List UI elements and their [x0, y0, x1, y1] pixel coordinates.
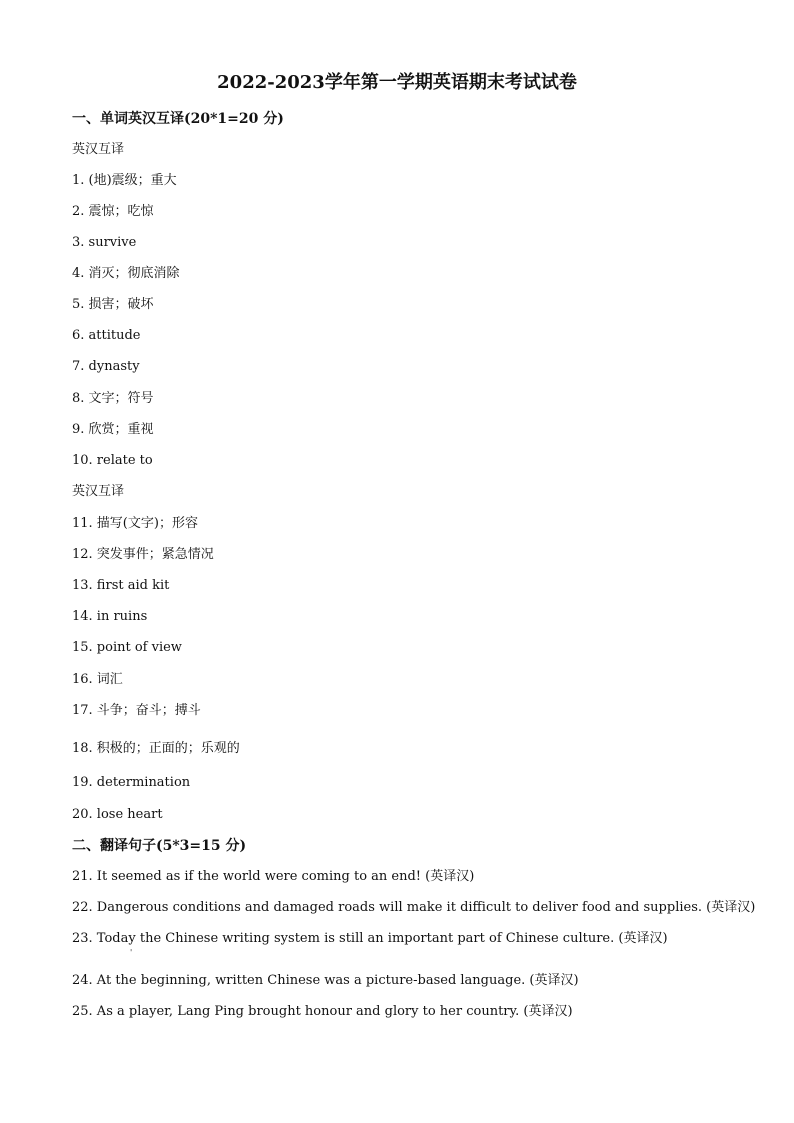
list-item: 11. 描写(文字)；形容	[72, 516, 198, 531]
sentence-item: 22. Dangerous conditions and damaged roads will make it difficult to deliver food and supplies. (英译汉)	[72, 900, 756, 915]
list-item: 17. 斗争；奋斗；搏斗	[72, 703, 201, 718]
section-1-heading: 一、单词英汉互译(20*1=20 分)	[72, 111, 284, 127]
list-item: 7. dynasty	[72, 359, 140, 374]
list-item: 18. 积极的；正面的；乐观的	[72, 741, 240, 756]
list-item: 6. attitude	[72, 328, 141, 343]
list-item: 9. 欣赏；重视	[72, 422, 154, 437]
list-item: 16. 词汇	[72, 672, 123, 687]
section-2-heading: 二、翻译句子(5*3=15 分)	[72, 838, 247, 854]
sentence-item: 21. It seemed as if the world were coming to an end! (英译汉)	[72, 869, 475, 884]
list-item: 3. survive	[72, 235, 137, 250]
list-item: 5. 损害；破坏	[72, 297, 154, 312]
sentence-item: 24. At the beginning, written Chinese was a picture-based language. (英译汉)	[72, 973, 579, 988]
list-item: 14. in ruins	[72, 609, 148, 624]
exam-title: 2022-2023学年第一学期英语期末考试试卷	[217, 72, 577, 93]
sentence-item: 23. Today the Chinese writing system is still an important part of Chinese culture. (英译汉)	[72, 931, 668, 946]
list-item: 15. point of view	[72, 640, 182, 655]
list-item: 4. 消灭；彻底消除	[72, 266, 180, 281]
list-item: 10. relate to	[72, 453, 153, 468]
group-1-label: 英汉互译	[72, 142, 125, 157]
list-item: 8. 文字；符号	[72, 391, 154, 406]
list-item: 2. 震惊；吃惊	[72, 204, 154, 219]
stray-mark: '	[130, 948, 133, 957]
group-2-label: 英汉互译	[72, 484, 125, 499]
sentence-item: 25. As a player, Lang Ping brought honour and glory to her country. (英译汉)	[72, 1004, 573, 1019]
list-item: 19. determination	[72, 775, 191, 790]
list-item: 13. first aid kit	[72, 578, 170, 593]
list-item: 12. 突发事件；紧急情况	[72, 547, 214, 562]
list-item: 1. (地)震级；重大	[72, 173, 177, 188]
list-item: 20. lose heart	[72, 807, 163, 822]
